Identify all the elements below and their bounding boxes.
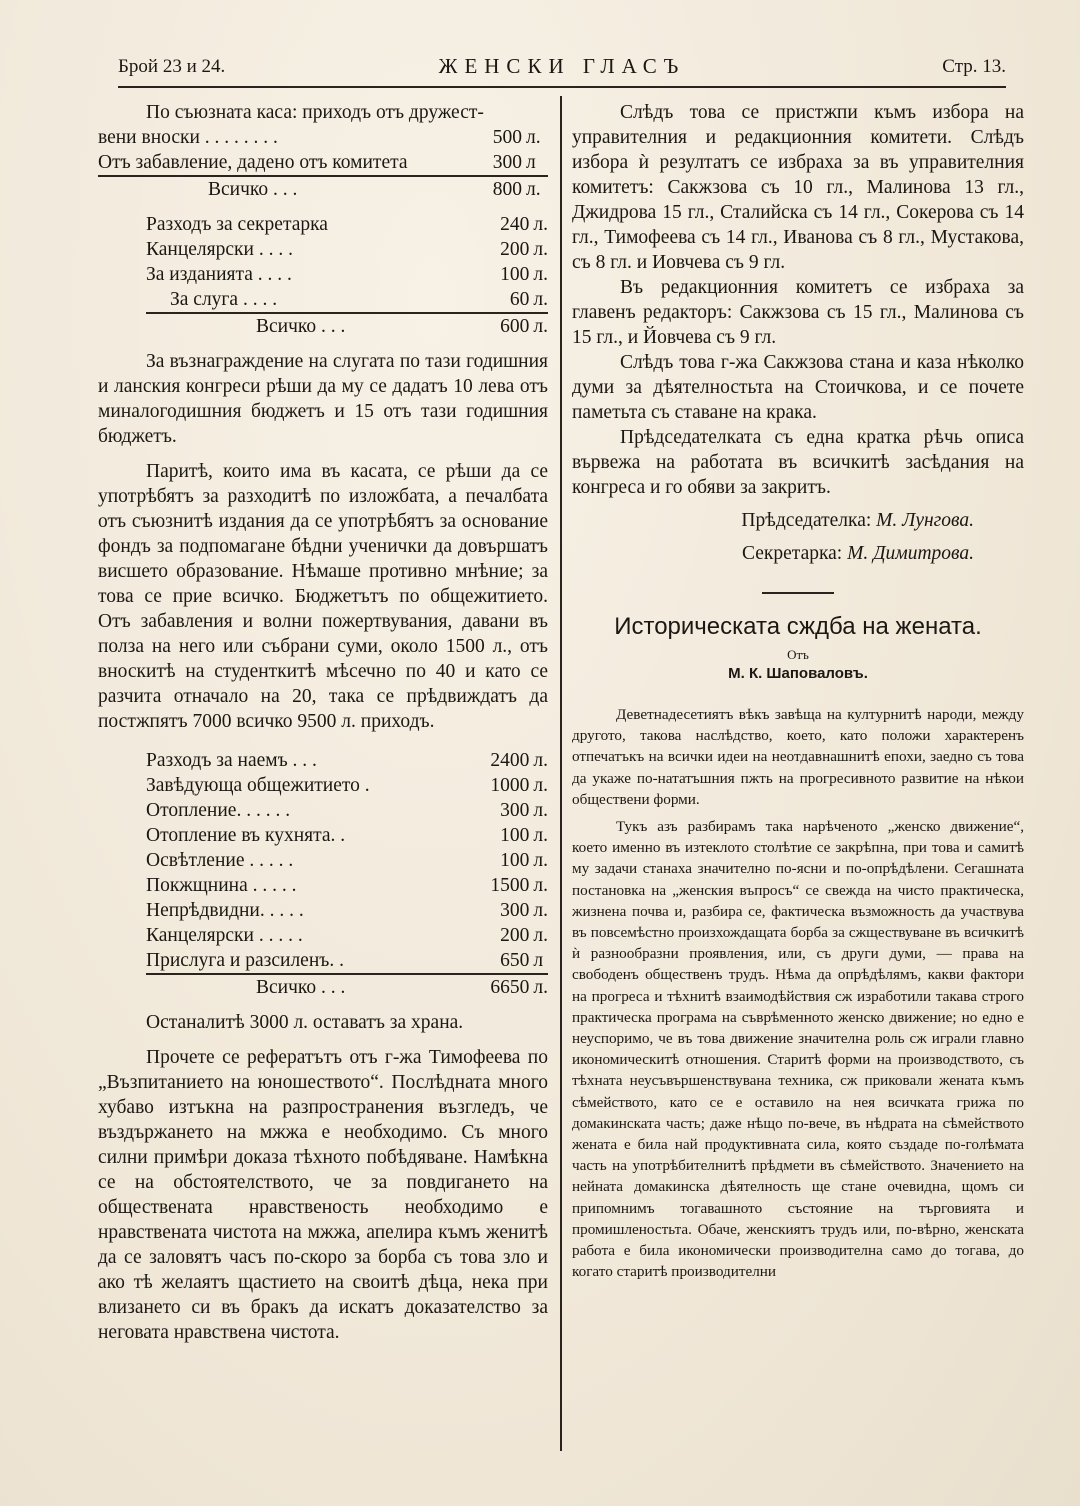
paragraph: Останалитѣ 3000 л. оставатъ за храна. [146,1012,464,1033]
dorm-row: Прислуга и разсиленъ. . 650 л [146,950,544,971]
dorm-row: Покжщнина . . . . . 1500 л. [146,875,548,896]
paragraph: Прочете се рефератътъ отъ г-жа Тимофеева по „Възпитанието на юношеството“. Послѣдната много хубаво изтъкна на разпространения възгледъ, че въздържането на мжжа е необходимо. Съ много силни примѣри доказа тѣхното побѣдяване. Намѣкна се на обстоятелството, че за повдигането на обществената нравственость необходимо е нравствената чистота на мжжа, апелира къмъ женитѣ да се заловятъ часъ по-скоро за борба съ това зло и ако тѣ желаятъ щастието на своитѣ дѣца, нека при влизането си въ бракъ да искатъ доказателство за неговата нравствена чистота. [98,1047,548,1343]
paragraph: Слѣдъ това г-жа Сакжзова стана и каза нѣколко думи за дѣятелностьта на Стоичкова, и се почете паметьта съ ставане на крака. [572,352,1024,423]
paragraph: Въ редакционния комитетъ се избраха за главенъ редакторъ: Сакжзова съ 15 гл., Малинова съ 15 гл., и Йовчева съ 9 гл. [572,277,1024,348]
budget-intro: По съюзната каса: приходъ отъ дружест- [146,102,484,123]
paragraph: Паритѣ, които има въ касата, се рѣши да се употрѣбятъ за разходитѣ по изложбата, а печалбата отъ съюзнитѣ издания да се употрѣбятъ за основание фондъ за подпомагане бѣдни ученички да довършатъ висшето образование. Нѣмаше противно мнѣние; за това се прие всичко. Бюджетътъ по общежитието. Отъ забавления и волни пожертвувания, давани въ полза на него или събрани суми, около 1500 л., отъ вноскитѣ на студенткитѣ мѣсечно по 40 и като се разчита отначало на 20, така се прѣдвиждатъ да постжпятъ 7000 всичко 9500 л. приходъ. [98,461,548,732]
dorm-row: Разходъ за наемъ . . . 2400 л. [146,750,548,771]
income-total-row: Всичко . . . 800 л. [98,176,548,202]
article-from: Отъ [787,647,809,662]
chair-name: М. Лунгова. [876,510,974,531]
right-column [572,100,1024,1282]
page-number: Стр. 13. [942,56,1006,77]
income-row: вени вноски . . . . . . . . 500 л. [98,127,541,148]
expense-row: Разходъ за секретарка 240 л. [146,214,548,235]
signature-secretary: Секретарка: М. Димитрова. [742,543,974,564]
paragraph: Тукъ азъ разбирамъ така нарѣченото „женско движение“, което именно въ изтеклото столѣтие се закрѣпна, при това и самитѣ му задачи станаха значително по-ясни и по-опрѣдѣлени. Сегашната постановка на „женския въпросъ“ се свежда на чисто практическа, жизнена почва и, разбира се, фактическа възможность да участвува въ повсемѣстно произхождащата борба за сжществуване въ всичкитѣ ѝ разнообразни проявления, или, съ други думи, — права на свободенъ общественъ трудъ. Нѣма да опрѣдѣлямъ, какви фактори на прогреса и тѣхнитѣ взаимодѣйствия сж изработили такава строго практическа програма на съврѣменното женско движение; но едно е неуспоримо, че въ това движение значителна роль сж играли главно икономическитѣ отношения. Старитѣ форми на производството, съ тѣхната неусъвършенствувана техника, сж приковали жената къмъ сѣмейството, като се е оставило на нея всичката грижа по домакинската часть; даже нѣщо по-вече, въ нѣдрата на сѣмейството жената е била най продуктивната сила, която създаде по-голѣмата часть на употрѣбителнитѣ прѣдмети въ сѣмейството. Значението на нейната домакинска дѣятелность ще стане очевидна, щомъ си припомнимъ тогавашното състояние на търговията и промишленостьта. Обаче, женскиятъ трудъ или, по-вѣрно, женската работа е била икономически производителна само до тогава, до когато старитѣ производителни [572,818,1024,1281]
issue-number: Брой 23 и 24. [118,56,226,77]
expense-table [146,212,548,339]
article-title: Историческата сждба на жената. [614,613,982,640]
dorm-row: Отопление. . . . . . 300 л. [146,800,548,821]
article-body [572,704,1024,1282]
article-author: М. К. Шаповаловъ. [728,665,868,682]
dorm-total-row: Всичко . . . 6650 л. [146,974,548,1000]
expense-row: За слуга . . . . 60 л. [170,289,548,310]
dormitory-budget-table [146,748,548,1000]
expense-total-row: Всичко . . . 600 л. [146,313,548,339]
income-row: Отъ забавление, дадено отъ комитета 300 л [98,152,536,173]
signature-chair: Прѣдседателка: М. Лунгова. [741,510,974,531]
page-header [118,52,1006,88]
column-divider [560,96,562,1451]
expense-row: За изданията . . . . 100 л. [146,264,548,285]
newspaper-title: ЖЕНСКИ ГЛАСЪ [438,54,686,78]
paragraph: Прѣдседателката съ една кратка рѣчь описа вървежа на работата въ всичкитѣ засѣдания на конгреса и го обяви за закритъ. [572,427,1024,498]
expense-row: Канцелярски . . . . 200 л. [146,239,548,260]
secretary-name: М. Димитрова. [847,543,974,564]
paragraph: Слѣдъ това се пристжпи къмъ избора на управителния и редакционния комитети. Слѣдъ избора ѝ резултатъ се избраха за въ управителния комитетъ: Сакжзова съ 10 гл., Малинова 13 гл., Джидрова 15 гл., Сталийска съ 14 гл., Сокерова съ 14 гл., Тимофеева съ 14 гл., Иванова съ 8 гл., Мустакова, съ 8 гл. и Иовчева съ 9 гл. [572,102,1024,273]
left-column [98,100,548,1345]
dorm-row: Завѣдующа общежитието . 1000 л. [146,775,548,796]
dorm-row: Непрѣдвидни. . . . . 300 л. [146,900,548,921]
paragraph: Деветнадесетиятъ вѣкъ завѣща на културнитѣ народи, между другото, такова наслѣдство, което, като положи характеренъ отпечатъкъ на всички идеи на неотдавнашнитѣ епохи, заедно съ това да укаже по-нататъшния пжть на прогресивното развитие на нѣкои обществени форми. [572,706,1024,808]
dorm-row: Канцелярски . . . . . 200 л. [146,925,548,946]
section-rule [762,592,834,594]
paragraph: За възнаграждение на слугата по тази годишния и ланския конгреси рѣши да му се дадатъ 10 лева отъ миналогодишния бюджетъ и 15 отъ тази годишния бюджетъ. [98,351,548,447]
income-table [98,125,548,202]
dorm-row: Освѣтление . . . . . 100 л. [146,850,548,871]
dorm-row: Отопление въ кухнята. . 100 л. [146,825,548,846]
